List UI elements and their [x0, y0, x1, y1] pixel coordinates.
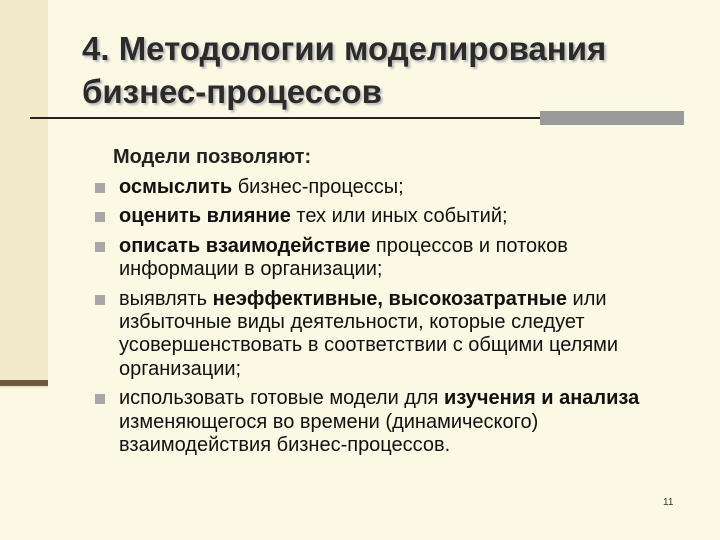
title-line-1: 4. Методологии моделирования [82, 30, 607, 67]
item-text: использовать готовые модели для [119, 387, 445, 410]
square-bullet-icon [95, 212, 105, 222]
item-text: выявлять [119, 287, 213, 310]
intro-text: Модели позволяют: [113, 146, 312, 168]
square-bullet-icon [95, 183, 105, 193]
decorative-sidebar-line [0, 380, 48, 386]
bold-text: изучения и анализа [444, 387, 640, 410]
bullet-list [90, 176, 670, 463]
square-bullet-icon [95, 242, 105, 252]
item-text: или избыточные виды деятельности, которые следует усовершенствовать в соответствии с общими целями организации; [119, 287, 619, 380]
item-text: тех или иных событий; [290, 205, 508, 228]
list-item [90, 288, 670, 382]
item-text: бизнес-процессы; [232, 176, 404, 198]
bold-text: описать взаимодействие [119, 234, 371, 257]
bold-text: осмыслить [119, 176, 233, 198]
decorative-sidebar [0, 0, 48, 388]
list-item [90, 387, 670, 457]
slide-title [82, 27, 682, 113]
square-bullet-icon [95, 394, 105, 404]
page-number: 11 [663, 497, 674, 508]
item-text: процессов и потоков информации в организации; [119, 234, 568, 281]
bold-text: неэффективные, высокозатратные [212, 287, 567, 310]
square-bullet-icon [95, 295, 105, 305]
list-item [90, 176, 670, 199]
list-item [90, 205, 670, 228]
item-text: изменяющегося во времени (динамического) взаимодействия бизнес-процессов. [119, 410, 539, 457]
title-line-2: бизнес-процессов [82, 73, 382, 110]
list-item [90, 235, 670, 282]
divider-accent-block [540, 111, 684, 125]
bold-text: оценить влияние [119, 205, 291, 228]
